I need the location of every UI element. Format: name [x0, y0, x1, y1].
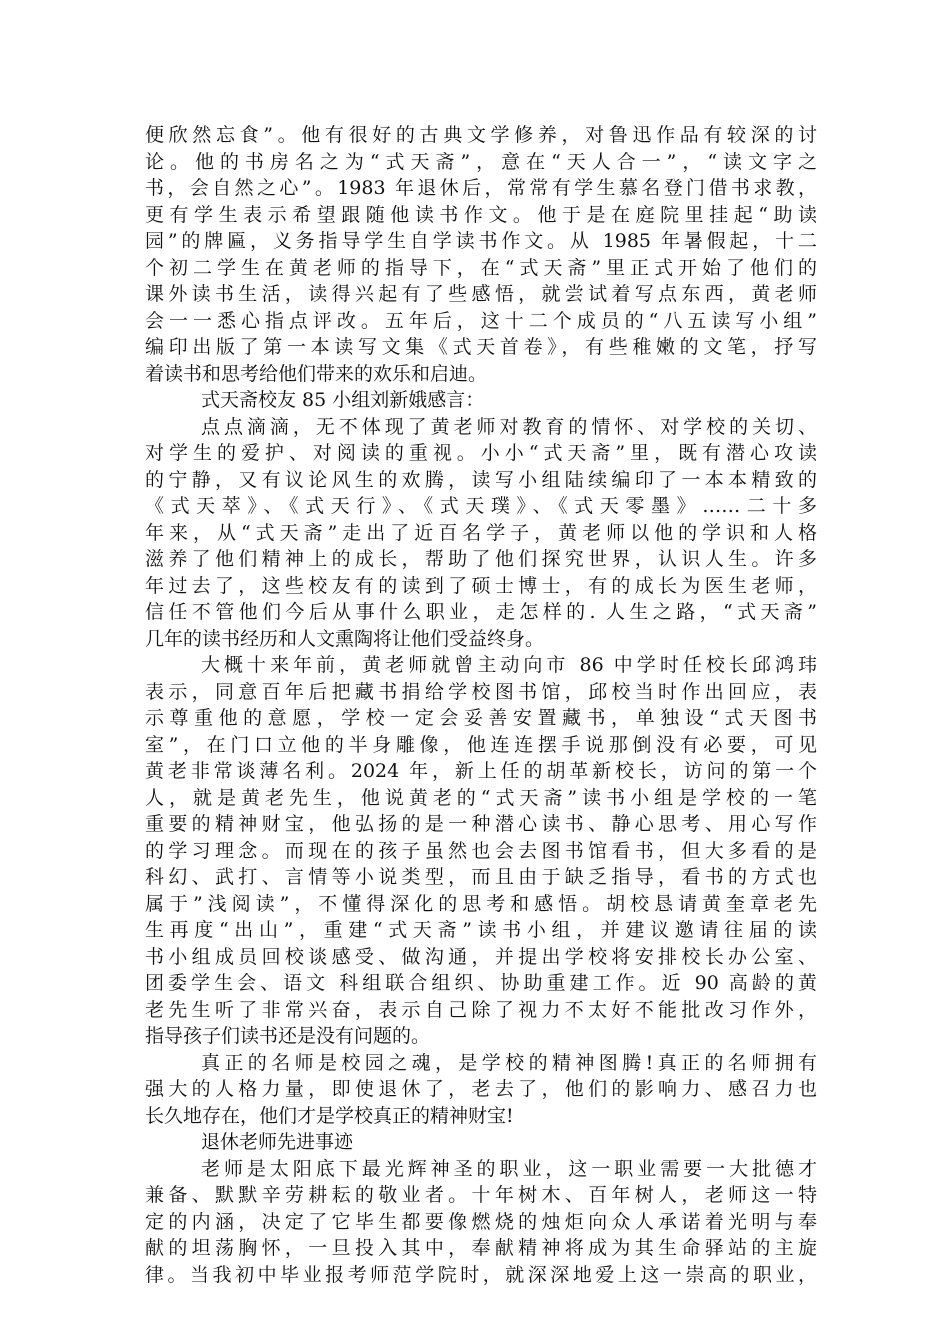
- text-line: 《式天萃》、《式天行》、《式天璞》、《式天零墨》……二十多: [145, 495, 817, 517]
- text-line: 滋养了他们精神上的成长，帮助了他们探究世界，认识人生。许多: [145, 548, 817, 570]
- text-line: 老先生听了非常兴奋，表示自己除了视力不太好不能批改习作外，: [145, 998, 817, 1021]
- text-line: 个初二学生在黄老师的指导下，在“式天斋”里正式开始了他们的: [145, 256, 817, 279]
- text-line: 更有学生表示希望跟随他读书作文。他于是在庭院里挂起“助读: [145, 203, 817, 226]
- text-line: 课外读书生活，读得兴起有了些感悟，就尝试着写点东西，黄老师: [145, 283, 817, 305]
- text-line: 几年的读书经历和人文熏陶将让他们受益终身。: [145, 627, 545, 650]
- text-line: 式天斋校友 85 小组刘新娥感言：: [201, 389, 485, 411]
- text-line: 黄老非常谈薄名利。2024 年，新上任的胡革新校长，访问的第一个: [145, 760, 817, 782]
- text-line: 长久地存在，他们才是学校真正的精神财宝!: [145, 1104, 514, 1127]
- text-line: 年来，从“式天斋”走出了近百名学子，黄老师以他的学识和人格: [145, 521, 817, 544]
- text-line: 室”，在门口立他的半身雕像，他连连摆手说那倒没有必要，可见: [145, 733, 817, 756]
- text-line: 定的内涵，决定了它毕生都要像燃烧的烛炬向众人承诺着光明与奉: [145, 1210, 817, 1233]
- text-line: 重要的精神财宝，他弘扬的是一种潜心读书、静心思考、用心写作: [145, 813, 817, 835]
- text-line: 园”的牌匾，义务指导学生自学读书作文。从 1985 年暑假起，十二: [145, 230, 817, 252]
- text-line: 团委学生会、语文 科组联合组织、协助重建工作。近 90 高龄的黄: [145, 972, 817, 994]
- text-line: 老师是太阳底下最光辉神圣的职业，这一职业需要一大批德才: [201, 1157, 817, 1180]
- text-line: 信任不管他们今后从事什么职业，走怎样的. 人生之路，“式天斋”: [145, 601, 817, 623]
- text-line: 的学习理念。而现在的孩子虽然也会去图书馆看书，但大多看的是: [145, 839, 817, 862]
- text-line: 大概十来年前，黄老师就曾主动向市 86 中学时任校长邱鸿玮: [201, 654, 817, 676]
- text-line: 指导孩子们读书还是没有问题的。: [145, 1025, 431, 1047]
- text-line: 真正的名师是校园之魂，是学校的精神图腾!真正的名师拥有: [201, 1051, 817, 1074]
- text-line: 生再度“出山”，重建“式天斋”读书小组，并建议邀请往届的读: [145, 919, 817, 941]
- text-line: 会一一悉心指点评改。五年后，这十二个成员的“八五读写小组”: [145, 309, 817, 332]
- text-line: 着读书和思考给他们带来的欢乐和启迪。: [145, 362, 488, 385]
- text-line: 人，就是黄老先生，他说黄老的“式天斋”读书小组是学校的一笔: [145, 786, 817, 809]
- document-body: [145, 122, 817, 1288]
- text-line: 论。他的书房名之为“式天斋”，意在“天人合一”，“读文字之: [145, 150, 817, 173]
- text-line: 律。当我初中毕业报考师范学院时，就深深地爱上这一崇高的职业，: [145, 1263, 817, 1286]
- text-line: 点点滴滴，无不体现了黄老师对教育的情怀、对学校的关切、: [201, 415, 817, 438]
- text-line: 科幻、武打、言情等小说类型，而且由于缺乏指导，看书的方式也: [145, 866, 817, 888]
- text-line: 退休老师先进事迹: [201, 1131, 354, 1153]
- text-line: 强大的人格力量，即使退休了，老去了，他们的影响力、感召力也: [145, 1078, 817, 1100]
- text-line: 书小组成员回校谈感受、做沟通，并提出学校将安排校长办公室、: [145, 945, 817, 968]
- text-line: 兼备、默默辛劳耕耘的敬业者。十年树木、百年树人，老师这一特: [145, 1184, 817, 1206]
- text-line: 编印出版了第一本读写文集《式天首卷》，有些稚嫩的文笔，抒写: [145, 336, 817, 358]
- text-line: 年过去了，这些校友有的读到了硕士博士，有的成长为医生老师，: [145, 574, 817, 597]
- text-line: 对学生的爱护、对阅读的重视。小小“式天斋”里，既有潜心攻读: [145, 442, 817, 464]
- text-line: 书，会自然之心”。1983 年退休后，常常有学生慕名登门借书求教，: [145, 177, 817, 199]
- text-line: 属于”浅阅读”，不懂得深化的思考和感悟。胡校恳请黄奎章老先: [145, 892, 817, 915]
- text-line: 表示，同意百年后把藏书捐给学校图书馆，邱校当时作出回应，表: [145, 680, 817, 703]
- text-line: 的宁静，又有议论风生的欢腾，读写小组陆续编印了一本本精致的: [145, 468, 817, 491]
- text-line: 献的坦荡胸怀，一旦投入其中，奉献精神将成为其生命驿站的主旋: [145, 1237, 817, 1259]
- text-line: 便欣然忘食”。他有很好的古典文学修养，对鲁迅作品有较深的讨: [145, 124, 817, 146]
- text-line: 示尊重他的意愿，学校一定会妥善安置藏书，单独设“式天图书: [145, 707, 817, 729]
